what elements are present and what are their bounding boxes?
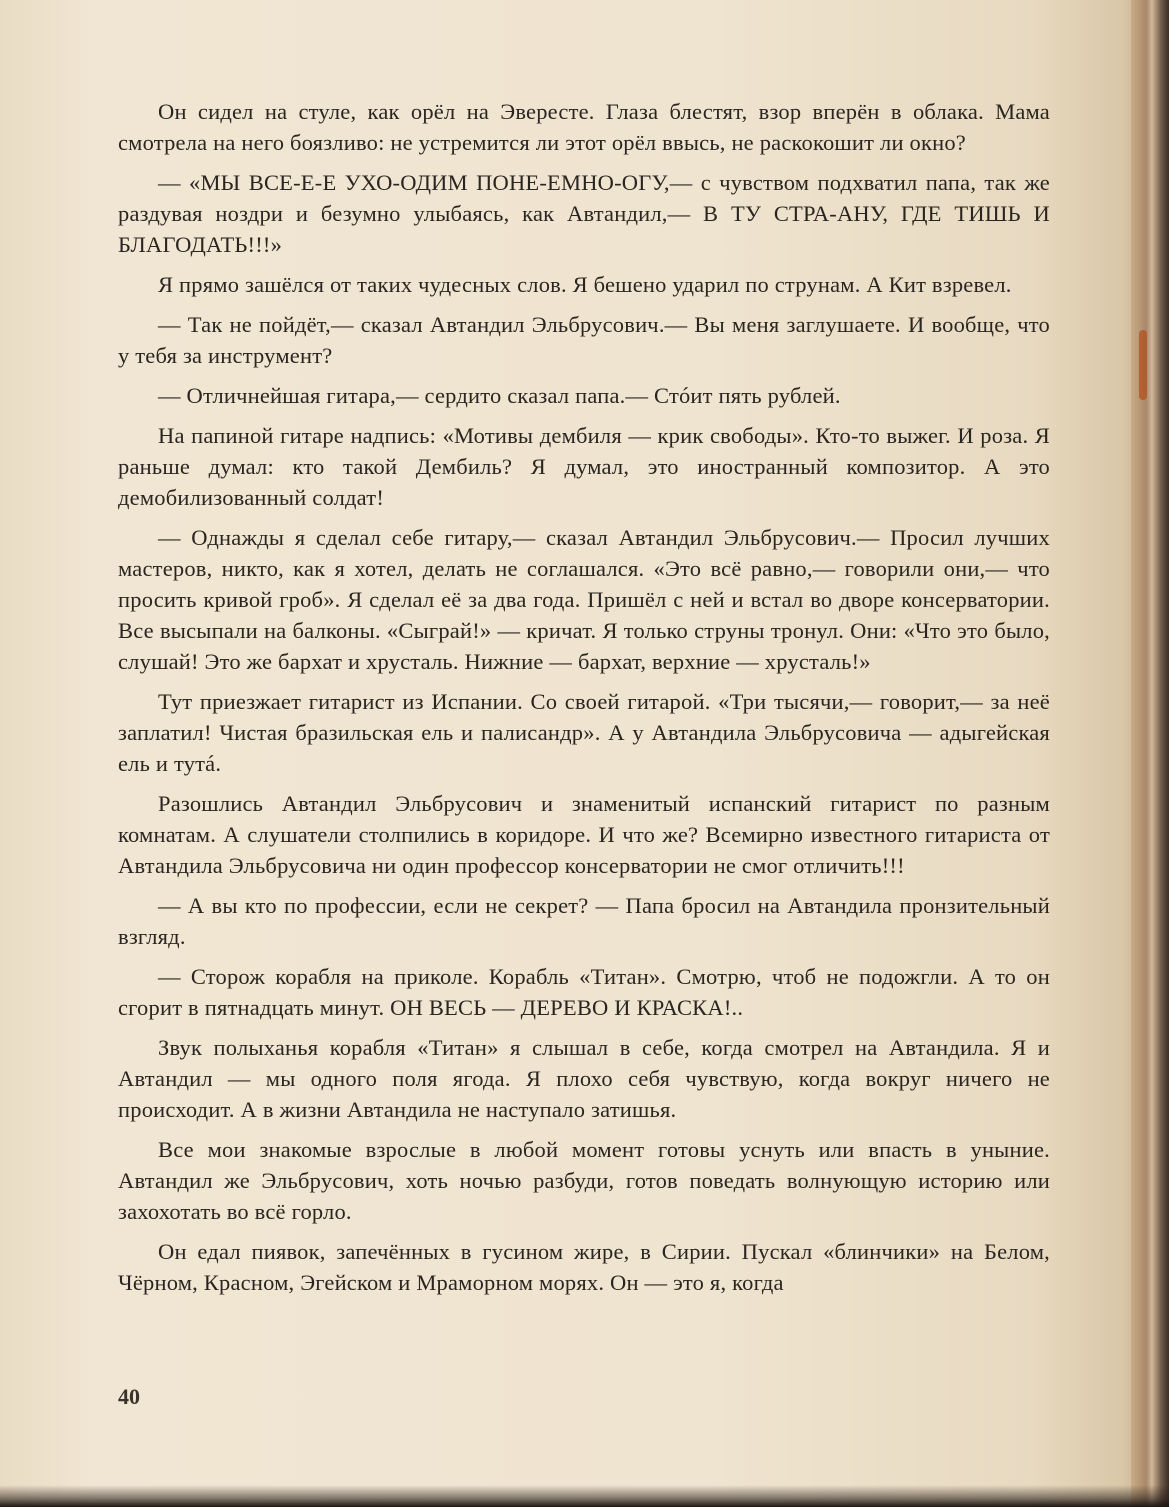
paragraph: Он сидел на стуле, как орёл на Эвересте. Глаза блестят, взор вперён в облака. Мама смотрела на него боязливо: не устремится ли этот орёл ввысь, не раскокошит ли окно? bbox=[118, 99, 1050, 155]
paragraph: — Однажды я сделал себе гитару,— сказал Автандил Эльбрусович.— Просил лучших мастеров, никто, как я хотел, делать не соглашался. «Это всё равно,— говорили они,— что просить кривой гроб». Я сделал её за два года. Пришёл с ней и встал во дворе консерватории. Все высыпали на балконы. «Сыграй!» — кричат. Я только струны тронул. Они: «Что это было, слушай! Это же бархат и хрусталь. Нижние — бархат, верхние — хрусталь!» bbox=[118, 525, 1050, 674]
paragraph: Все мои знакомые взрослые в любой момент готовы уснуть или впасть в уныние. Автандил же Эльбрусович, хоть ночью разбуди, готов поведать волнующую историю или захохотать во всё горло. bbox=[118, 1137, 1050, 1224]
paragraph: Я прямо зашёлся от таких чудесных слов. Я бешено ударил по струнам. А Кит взревел. bbox=[158, 272, 1012, 297]
paragraph: Тут приезжает гитарист из Испании. Со своей гитарой. «Три тысячи,— говорит,— за неё заплатил! Чистая бразильская ель и палисандр». А у Автандила Эльбрусовича — адыгейская ель и тутá. bbox=[118, 689, 1050, 776]
paragraph: Разошлись Автандил Эльбрусович и знаменитый испанский гитарист по разным комнатам. А слушатели столпились в коридоре. И что же? Всемирно известного гитариста от Автандила Эльбрусовича ни один профессор консерватории не смог отличить!!! bbox=[118, 791, 1050, 878]
paragraph: — Отличнейшая гитара,— сердито сказал папа.— Стóит пять рублей. bbox=[158, 383, 841, 408]
paragraph: На папиной гитаре надпись: «Мотивы дембиля — крик свободы». Кто-то выжег. И роза. Я раньше думал: кто такой Дембиль? Я думал, это иностранный композитор. А это демобилизованный солдат! bbox=[118, 423, 1050, 510]
paragraph: — Сторож корабля на приколе. Корабль «Титан». Смотрю, чтоб не подожгли. А то он сгорит в пятнадцать минут. ОН ВЕСЬ — ДЕРЕВО И КРАСКА!.. bbox=[118, 964, 1050, 1020]
page-binding-edge bbox=[1131, 0, 1169, 1507]
page-bottom-shadow bbox=[0, 1485, 1169, 1507]
paragraph: — А вы кто по профессии, если не секрет? — Папа бросил на Автандила пронзительный взгляд. bbox=[118, 893, 1050, 949]
body-text bbox=[118, 96, 1050, 1307]
paragraph: — «МЫ ВСЕ-Е-Е УХО-ОДИМ ПОНЕ-ЕМНО-ОГУ,— с чувством подхватил папа, так же раздувая ноздри и безумно улыбаясь, как Автандил,— В ТУ СТРА-АНУ, ГДЕ ТИШЬ И БЛАГОДАТЬ!!!» bbox=[118, 170, 1050, 257]
page-number: 40 bbox=[118, 1384, 140, 1409]
paragraph: Звук полыханья корабля «Титан» я слышал в себе, когда смотрел на Автандила. Я и Автандил — мы одного поля ягода. Я плохо себя чувствую, когда вокруг ничего не происходит. А в жизни Автандила не наступало затишья. bbox=[118, 1035, 1050, 1122]
edge-stain bbox=[1139, 330, 1147, 400]
paragraph: — Так не пойдёт,— сказал Автандил Эльбрусович.— Вы меня заглушаете. И вообще, что у тебя за инструмент? bbox=[118, 312, 1050, 368]
paragraph: Он едал пиявок, запечённых в гусином жире, в Сирии. Пускал «блинчики» на Белом, Чёрном, Красном, Эгейском и Мраморном морях. Он — это я, когда bbox=[118, 1239, 1050, 1295]
